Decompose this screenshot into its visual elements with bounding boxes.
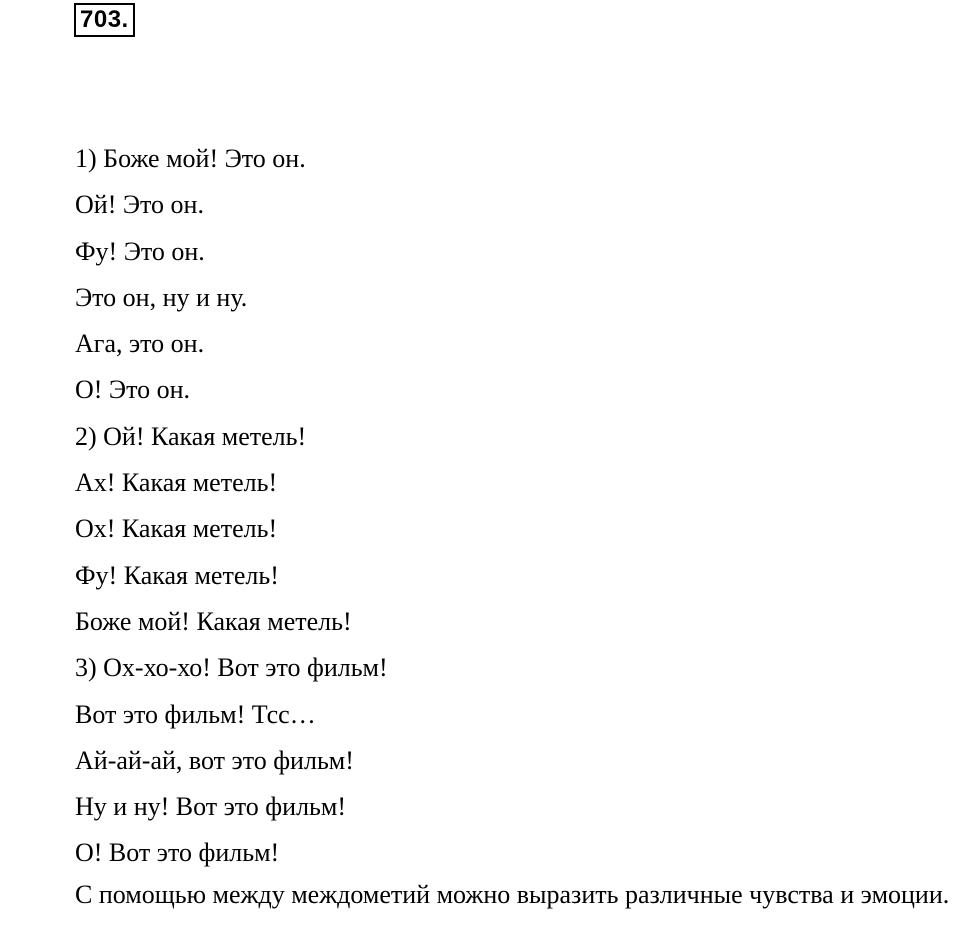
example-line: 3) Ох-хо-хо! Вот это фильм! <box>75 653 388 683</box>
example-line: Вот это фильм! Тсс… <box>75 699 316 729</box>
example-sentences <box>75 136 388 877</box>
example-line: Боже мой! Какая метель! <box>75 606 352 636</box>
example-line: Ну и ну! Вот это фильм! <box>75 792 347 822</box>
example-line: Ага, это он. <box>75 329 205 359</box>
example-line: О! Вот это фильм! <box>75 838 280 868</box>
example-line: Ох! Какая метель! <box>75 514 278 544</box>
example-line: Ах! Какая метель! <box>75 468 278 498</box>
conclusion-paragraph: С помощью между междометий можно выразить различные чувства и эмоции. <box>75 880 950 909</box>
exercise-number: 703. <box>74 3 135 37</box>
example-line: Фу! Это он. <box>75 236 205 266</box>
example-line: 2) Ой! Какая метель! <box>75 421 307 451</box>
example-line: О! Это он. <box>75 375 191 405</box>
example-line: Это он, ну и ну. <box>75 282 248 312</box>
example-line: Ой! Это он. <box>75 190 204 220</box>
example-line: 1) Боже мой! Это он. <box>75 144 306 173</box>
example-line: Ай-ай-ай, вот это фильм! <box>75 745 354 775</box>
example-line: Фу! Какая метель! <box>75 560 279 590</box>
